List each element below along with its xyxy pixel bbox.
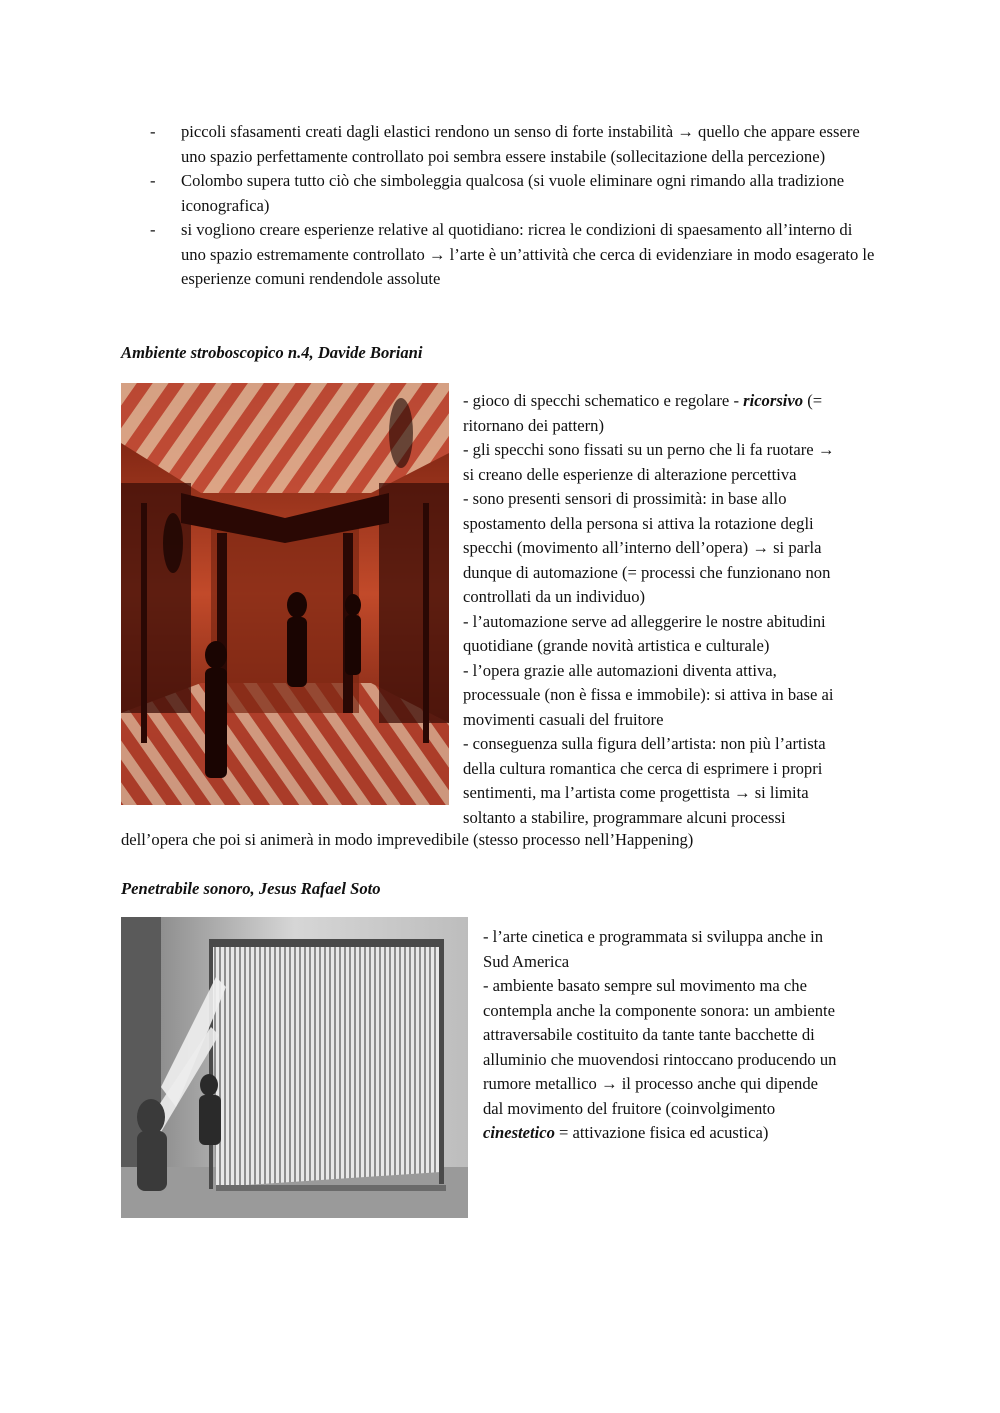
text-line: - l’arte cinetica e programmata si sviluppa anche in (483, 927, 824, 946)
text-line: - l’opera grazie alle automazioni diventa attiva, (463, 660, 777, 680)
text-line: ritornano dei pattern) (463, 415, 604, 435)
emphasis-term: ricorsivo (743, 391, 804, 410)
text-line: si creano delle esperienze di alterazione percettiva (463, 464, 797, 484)
text-line: quotidiane (grande novità artistica e culturale) (463, 636, 770, 655)
text-line: contempla anche la componente sonora: un ambiente (483, 1000, 836, 1020)
emphasis-term: cinestetico (483, 1123, 555, 1142)
text-line: Sud America (483, 951, 570, 971)
section1-text (463, 389, 883, 830)
bullet-dash: - (150, 220, 156, 239)
bullet-text: Colombo supera tutto ciò che simboleggia qualcosa (si vuole eliminare ogni rimando alla tradizione iconografica) (181, 171, 845, 215)
text-line: - ambiente basato sempre sul movimento ma che (483, 976, 807, 995)
text-line: dal movimento del fruitore (coinvolgimento (483, 1098, 776, 1118)
text-span: = (812, 391, 823, 410)
text-line (483, 1121, 883, 1146)
text-line: - gli specchi sono fissati su un perno che li fa ruotare → (463, 440, 835, 459)
bullet-dash: - (150, 122, 156, 141)
text-line: spostamento della persona si attiva la rotazione degli (463, 513, 814, 533)
penetrable-image (121, 917, 468, 1218)
text-line: - conseguenza sulla figura dell’artista: non più l’artista (463, 734, 826, 753)
bullet-text: si vogliono creare esperienze relative al quotidiano: ricrea le condizioni di spaesamento all’interno di uno spazio estremamente controllato → l’arte è un’attività che cerca di evidenziare in modo esagerato le esperienze comuni rendendole assolute (181, 220, 875, 288)
text-line: rumore metallico → il processo anche qui dipende (483, 1074, 818, 1093)
text-line: soltanto a stabilire, programmare alcuni processi (463, 807, 786, 827)
section-heading-soto: Penetrabile sonoro, Jesus Rafael Soto (121, 879, 381, 898)
bullet-list (121, 120, 881, 292)
bullet-text: piccoli sfasamenti creati dagli elastici rendono un senso di forte instabilità → quello che appare essere uno spazio perfettamente controllato poi sembra essere instabile (sollecitazione della percezione) (181, 122, 860, 166)
text-line: controllati da un individuo) (463, 587, 646, 606)
mirror-room-image (121, 383, 449, 805)
text-line: movimenti casuali del fruitore (463, 709, 664, 729)
list-item (121, 218, 881, 292)
text-line: specchi (movimento all’interno dell’opera) → si parla (463, 538, 822, 557)
text-line: dunque di automazione (= processi che funzionano non (463, 562, 831, 582)
text-span: ( (803, 391, 813, 410)
text-span: - gioco di specchi schematico e regolare - (463, 391, 744, 410)
text-line: della cultura romantica che cerca di esprimere i propri (463, 758, 823, 778)
photo-mirror-environment (121, 383, 449, 805)
text-line (463, 389, 883, 414)
photo-penetrable (121, 917, 468, 1218)
list-item (121, 120, 881, 169)
section1-tail-line: dell’opera che poi si animerà in modo imprevedibile (stesso processo nell’Happening) (121, 830, 694, 849)
text-line: processuale (non è fissa e immobile): si attiva in base ai (463, 685, 834, 704)
text-line: sentimenti, ma l’artista come progettista → si limita (463, 783, 809, 802)
section2-text (483, 925, 883, 1146)
section-heading-boriani: Ambiente stroboscopico n.4, Davide Boriani (121, 343, 423, 362)
text-line: attraversabile costituito da tante tante bacchette di (483, 1025, 815, 1044)
bullet-dash: - (150, 171, 156, 190)
text-line: - l’automazione serve ad alleggerire le nostre abitudini (463, 611, 826, 631)
list-item (121, 169, 881, 218)
text-line: - sono presenti sensori di prossimità: in base allo (463, 489, 787, 508)
text-span: = attivazione fisica ed acustica) (554, 1123, 769, 1142)
text-line: alluminio che muovendosi rintoccano producendo un (483, 1049, 837, 1069)
